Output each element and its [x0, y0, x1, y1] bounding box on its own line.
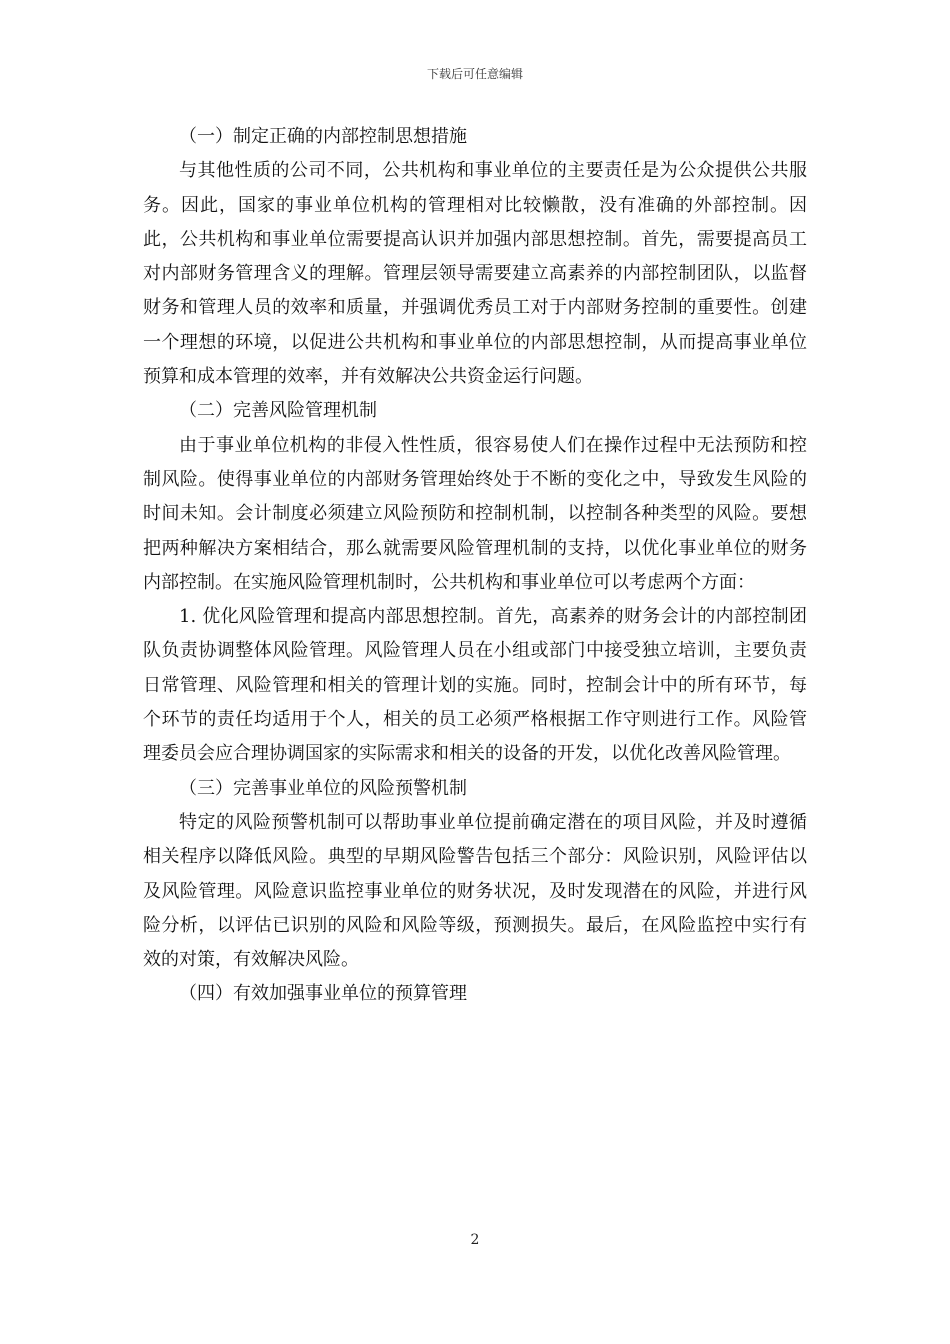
page-header: 下载后可任意编辑: [426, 67, 523, 81]
section-heading-3: （三）完善事业单位的风险预警机制: [179, 777, 467, 799]
paragraph-2: 由于事业单位机构的非侵入性性质，很容易使人们在操作过程中无法预防和控制风险。使得事业单位的内部财务管理始终处于不断的变化之中，导致发生风险的时间未知。会计制度必须建立风险预防和控制机制，以控制各种类型的风险。要想把两种解决方案相结合，那么就需要风险管理机制的支持，以优化事业单位的财务内部控制。在实施风险管理机制时，公共机构和事业单位可以考虑两个方面：: [143, 434, 807, 593]
paragraph-1: 与其他性质的公司不同，公共机构和事业单位的主要责任是为公众提供公共服务。因此，国家的事业单位机构的管理相对比较懒散，没有准确的外部控制。因此，公共机构和事业单位需要提高认识并加强内部思想控制。首先，需要提高员工对内部财务管理含义的理解。管理层领导需要建立高素养的内部控制团队，以监督财务和管理人员的效率和质量，并强调优秀员工对于内部财务控制的重要性。创建一个理想的环境，以促进公共机构和事业单位的内部思想控制，从而提高事业单位预算和成本管理的效率，并有效解决公共资金运行问题。: [143, 160, 807, 388]
section-heading-2: （二）完善风险管理机制: [179, 400, 377, 422]
section-heading-1: （一）制定正确的内部控制思想措施: [179, 126, 467, 147]
paragraph-3: 1. 优化风险管理和提高内部思想控制。首先，高素养的财务会计的内部控制团队负责协调整体风险管理。风险管理人员在小组或部门中接受独立培训，主要负责日常管理、风险管理和相关的管理计划的实施。同时，控制会计中的所有环节，每个环节的责任均适用于个人，相关的员工必须严格根据工作守则进行工作。风险管理委员会应合理协调国家的实际需求和相关的设备的开发，以优化改善风险管理。: [143, 606, 807, 765]
page-number: 2: [470, 1232, 480, 1248]
section-heading-4: （四）有效加强事业单位的预算管理: [179, 983, 467, 1005]
paragraph-4: 特定的风险预警机制可以帮助事业单位提前确定潜在的项目风险，并及时遵循相关程序以降低风险。典型的早期风险警告包括三个部分：风险识别，风险评估以及风险管理。风险意识监控事业单位的财务状况，及时发现潜在的风险，并进行风险分析，以评估已识别的风险和风险等级，预测损失。最后，在风险监控中实行有效的对策，有效解决风险。: [143, 811, 807, 971]
document-body: [143, 120, 807, 1012]
